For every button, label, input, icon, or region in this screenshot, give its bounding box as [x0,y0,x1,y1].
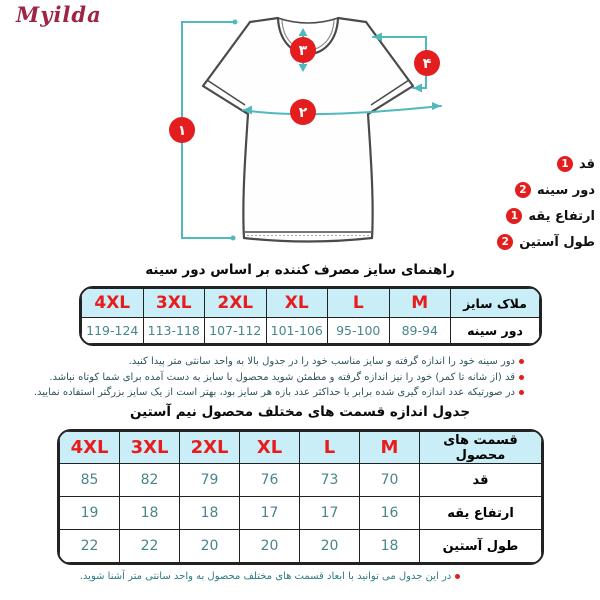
size-header-l: L [328,289,390,318]
sleeve-xl: 20 [240,530,300,563]
table-header-row [82,289,540,318]
legend-item-sleeve [497,229,595,255]
marker-4-sleeve [414,50,440,76]
sleeve-row-label: طول آستین [420,530,542,563]
sleeve-4xl: 22 [60,530,120,563]
height-row-label: قد [420,464,542,497]
bullet-dot-icon [455,574,460,579]
legend-label: طول آستین [519,234,595,250]
legend-item-collar [497,203,595,229]
size-guide-title: راهنمای سایز مصرف کننده بر اساس دور سینه [145,262,455,278]
size-header-l: L [300,432,360,464]
bullet-dot-icon [519,359,524,364]
size-header-2xl: 2XL [180,432,240,464]
height-xl: 76 [240,464,300,497]
criterion-header-cell: ملاک سایز [451,289,540,318]
sleeve-row [60,530,542,563]
table-footnote [0,571,540,582]
legend-label: دور سینه [536,182,595,198]
collar-4xl: 19 [60,497,120,530]
note-text: دور سینه خود را اندازه گرفته و سایز مناسب خود را در جدول بالا به واحد سانتی متر پیدا کنید. [128,356,515,368]
chest-size-table [79,286,542,346]
tshirt-diagram [155,8,470,260]
sleeve-3xl: 22 [120,530,180,563]
chest-range-row [82,318,540,344]
marker-1-height [169,117,195,143]
instruction-notes [34,354,524,401]
note-item [34,385,524,401]
legend-item-height [497,151,595,177]
height-4xl: 85 [60,464,120,497]
legend-label: قد [578,156,595,172]
size-header-xl: XL [266,289,328,318]
note-item [34,370,524,386]
collar-xl: 17 [240,497,300,530]
size-header-4xl: 4XL [60,432,120,464]
chest-range-4xl: 119-124 [82,318,144,344]
size-header-xl: XL [240,432,300,464]
chest-size-table-grid [81,288,540,344]
chest-range-l: 95-100 [328,318,390,344]
sleeve-l: 20 [300,530,360,563]
measurement-legend [497,151,595,255]
chest-range-3xl: 113-118 [143,318,205,344]
height-m: 70 [360,464,420,497]
chest-range-xl: 101-106 [266,318,328,344]
collar-row-label: ارتفاع یقه [420,497,542,530]
sleeve-2xl: 20 [180,530,240,563]
size-header-3xl: 3XL [143,289,205,318]
size-header-m: M [389,289,451,318]
collar-2xl: 18 [180,497,240,530]
marker-3-number: ۳ [298,43,308,59]
bullet-dot-icon [519,390,524,395]
note-text: در صورتیکه عدد اندازه گیری شده برابر با حداکثر عدد بازه هر سایز بود، بهتر است از یک سایز بزرگتر استفاده نمایید. [33,387,515,399]
collar-m: 16 [360,497,420,530]
size-header-3xl: 3XL [120,432,180,464]
legend-number-badge: 1 [557,156,573,172]
legend-item-chest [497,177,595,203]
bullet-dot-icon [519,375,524,380]
collar-back-line [278,18,338,23]
collar-3xl: 18 [120,497,180,530]
table-header-row [60,432,542,464]
marker-1-number: ۱ [177,123,187,139]
chest-range-m: 89-94 [389,318,451,344]
height-l: 73 [300,464,360,497]
sleeve-arrow-bottom [413,84,422,93]
legend-number-badge: 2 [497,234,513,250]
size-header-m: M [360,432,420,464]
height-line-bottom-dot [231,236,236,241]
footnote-text: در این جدول می توانید با ابعاد قسمت های مختلف محصول به واحد سانتی متر آشنا شوید. [79,571,452,582]
height-2xl: 79 [180,464,240,497]
note-text: قد (از شانه تا کمر) خود را نیز اندازه گرفته و مطمئن شوید محصول با سایز به دست آمده برای شما کوتاه نباشد. [49,371,515,383]
collar-row [60,497,542,530]
legend-number-badge: 2 [515,182,531,198]
collar-arrow-up [299,28,308,36]
size-header-4xl: 4XL [82,289,144,318]
parts-header-cell: قسمت های محصول [420,432,542,464]
height-line-top-dot [233,20,238,25]
marker-4-number: ۴ [422,56,432,72]
marker-2-number: ۲ [298,105,308,121]
chest-arrow-right [432,102,441,110]
legend-label: ارتفاع یقه [528,208,595,224]
parts-size-table-grid [59,431,542,563]
height-row [60,464,542,497]
height-3xl: 82 [120,464,180,497]
note-item [34,354,524,370]
size-header-2xl: 2XL [205,289,267,318]
parts-size-table [57,429,544,565]
marker-2-chest [290,99,316,125]
marker-3-collar [290,37,316,63]
brand-logo: Myilda [16,2,102,27]
parts-table-title: جدول اندازه قسمت های مختلف محصول نیم آستین [129,404,471,420]
legend-number-badge: 1 [506,208,522,224]
chest-row-label: دور سینه [451,318,540,344]
collar-l: 17 [300,497,360,530]
chest-range-2xl: 107-112 [205,318,267,344]
sleeve-m: 18 [360,530,420,563]
